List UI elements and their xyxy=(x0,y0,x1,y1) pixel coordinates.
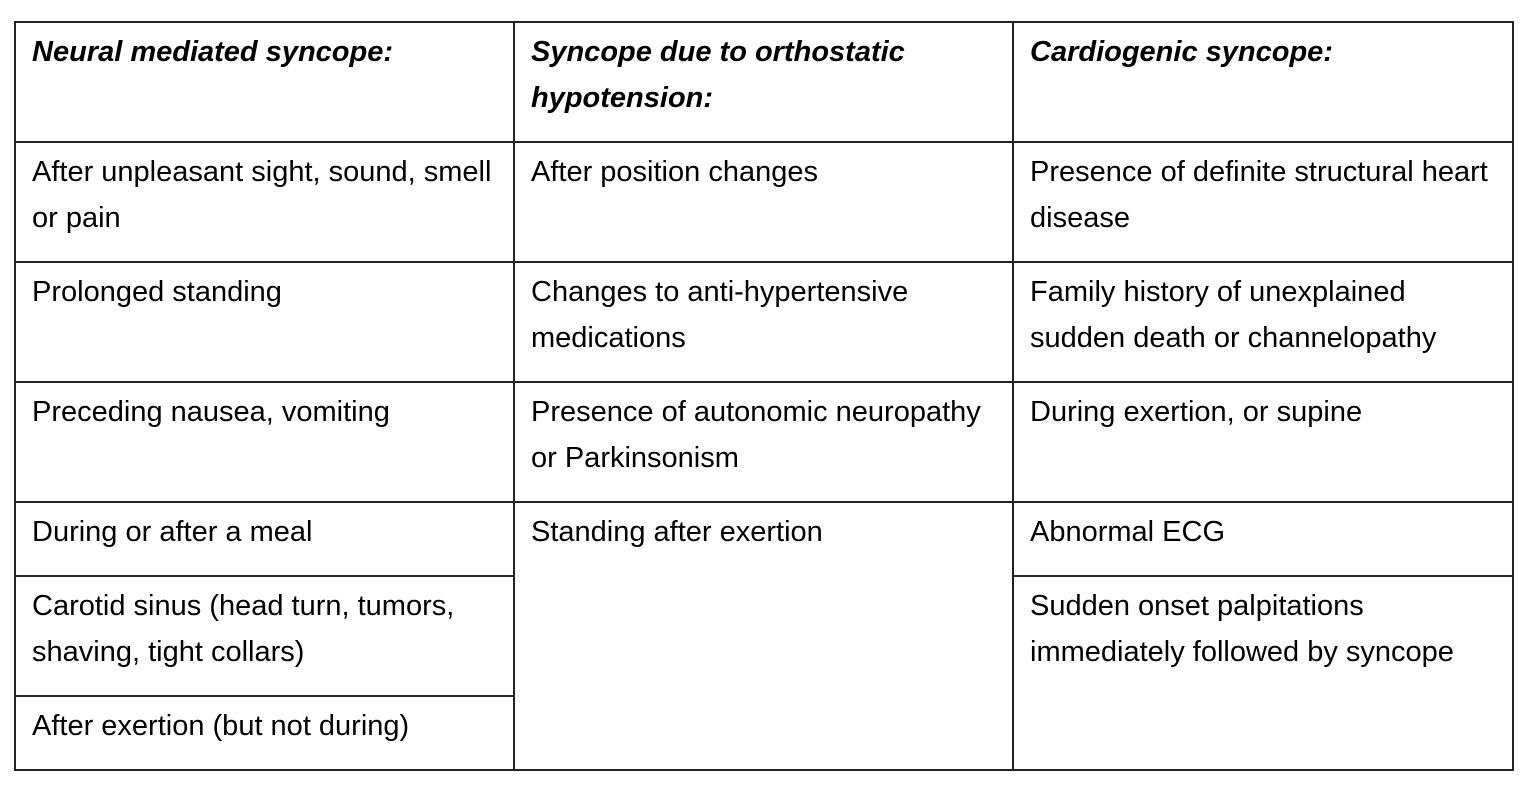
cardiogenic-cell: Presence of definite structural heart disease xyxy=(1013,142,1513,262)
neural-cell: After unpleasant sight, sound, smell or pain xyxy=(15,142,514,262)
table-row xyxy=(15,262,1513,382)
neural-cell: During or after a meal xyxy=(15,502,514,576)
neural-cell: After exertion (but not during) xyxy=(15,696,514,770)
orthostatic-cell: After position changes xyxy=(514,142,1013,262)
table-row xyxy=(15,502,1513,576)
cardiogenic-cell: Abnormal ECG xyxy=(1013,502,1513,576)
orthostatic-cell: Changes to anti-hypertensive medications xyxy=(514,262,1013,382)
header-neural: Neural mediated syncope: xyxy=(15,22,514,142)
header-cardiogenic: Cardiogenic syncope: xyxy=(1013,22,1513,142)
cardiogenic-cell: During exertion, or supine xyxy=(1013,382,1513,502)
table-row xyxy=(15,382,1513,502)
orthostatic-cell: Standing after exertion xyxy=(514,502,1013,770)
cardiogenic-cell: Family history of unexplained sudden death or channelopathy xyxy=(1013,262,1513,382)
orthostatic-cell: Presence of autonomic neuropathy or Parkinsonism xyxy=(514,382,1013,502)
table-row xyxy=(15,142,1513,262)
syncope-comparison-table xyxy=(14,21,1514,771)
neural-cell: Preceding nausea, vomiting xyxy=(15,382,514,502)
header-orthostatic: Syncope due to orthostatic hypotension: xyxy=(514,22,1013,142)
neural-cell: Prolonged standing xyxy=(15,262,514,382)
neural-cell: Carotid sinus (head turn, tumors, shaving, tight collars) xyxy=(15,576,514,696)
cardiogenic-cell: Sudden onset palpitations immediately followed by syncope xyxy=(1013,576,1513,770)
header-row xyxy=(15,22,1513,142)
